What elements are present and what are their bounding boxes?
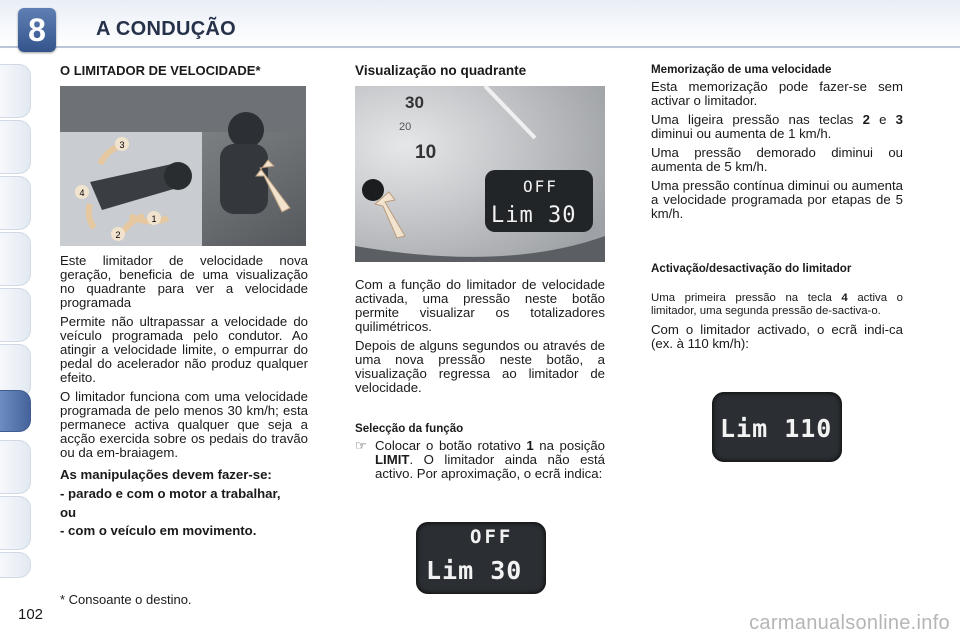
side-tab-3[interactable] <box>0 176 31 230</box>
lcd-display-line1: OFF <box>470 526 514 548</box>
selection-text-a: Colocar o botão rotativo <box>375 438 527 453</box>
header-divider <box>0 46 960 48</box>
key-4-label: 4 <box>841 292 848 304</box>
callout-1: 1 <box>151 214 157 224</box>
left-heading: O LIMITADOR DE VELOCIDADE* <box>60 63 261 78</box>
instrument-cluster-illustration <box>355 86 605 262</box>
lcd-display-line2: Lim 30 <box>426 556 523 585</box>
cluster-lcd-line1: OFF <box>523 177 558 196</box>
activation-text-b: activa o limitador, uma segunda pressão de-sactiva-o. <box>651 292 903 317</box>
left-paragraph-1: Este limitador de velocidade nova geração, beneficia de uma visualização no quadrante para ver a velocidade programada <box>60 253 308 310</box>
page-number: 102 <box>18 606 44 623</box>
callout-3: 3 <box>119 140 125 150</box>
activation-heading: Activação/desactivação do limitador <box>651 262 852 275</box>
lcd-display-lim110-line: Lim 110 <box>720 414 833 443</box>
cluster-lcd-line2: Lim 30 <box>491 203 577 228</box>
lcd-display-lim110 <box>712 392 842 462</box>
middle-paragraph-2: Depois de alguns segundos ou através de uma nova pressão neste botão, a visualização regressa ao limitador de velocidade. <box>355 338 605 395</box>
manipulation-item-2: - com o veículo em movimento. <box>60 523 257 538</box>
chapter-badge: 8 <box>18 8 56 52</box>
left-paragraph-3: O limitador funciona com uma velocidade programada de pelo menos 30 km/h; esta permanece activa qualquer que seja a acção exercida sobre os pedais do travão ou da em-braiagem. <box>60 389 308 460</box>
gauge-label-10: 10 <box>415 142 437 163</box>
side-tab-1[interactable] <box>0 64 31 118</box>
memorization-paragraph-1: Esta memorização pode fazer-se sem activar o limitador. <box>651 79 903 108</box>
manipulation-or: ou <box>60 505 77 520</box>
selection-button-number: 1 <box>526 438 534 453</box>
selection-limit-label: LIMIT <box>375 452 410 467</box>
middle-paragraph-1: Com a função do limitador de velocidade activada, uma pressão neste botão permite visualizar os totalizadores quilimétricos. <box>355 277 605 334</box>
callout-4: 4 <box>79 188 85 198</box>
callout-2: 2 <box>115 230 121 240</box>
manipulation-item-1: - parado e com o motor a trabalhar, <box>60 486 281 501</box>
side-tab-10[interactable] <box>0 552 31 578</box>
side-tab-active[interactable] <box>0 390 31 432</box>
memorization-text-e: e <box>869 112 896 127</box>
selection-text-c: . O limitador ainda não está activo. Por aproximação, o ecrã indica: <box>375 452 605 481</box>
gauge-label-30: 30 <box>405 93 424 112</box>
key-3-label: 3 <box>895 112 903 127</box>
side-tab-4[interactable] <box>0 232 31 286</box>
selection-text-b: na posição <box>533 438 605 453</box>
memorization-paragraph-4: Uma pressão contínua diminui ou aumenta a velocidade programada por etapas de 5 km/h. <box>651 178 903 221</box>
middle-heading: Visualização no quadrante <box>355 63 527 78</box>
selection-heading: Selecção da função <box>355 422 464 435</box>
gauge-label-20: 20 <box>399 121 412 133</box>
lcd-display-off-lim30 <box>416 522 546 594</box>
side-tab-8[interactable] <box>0 440 31 494</box>
watermark: carmanualsonline.info <box>749 612 950 634</box>
memorization-paragraph-3: Uma pressão demorado diminui ou aumenta de 5 km/h. <box>651 145 903 174</box>
left-paragraph-2: Permite não ultrapassar a velocidade do veículo programada pelo condutor. Ao atingir a velocidade limite, o empurrar do pedal do acelerador não produz qualquer efeito. <box>60 314 308 385</box>
side-tab-9[interactable] <box>0 496 31 550</box>
pointing-hand-icon: ☞ <box>355 438 367 453</box>
memorization-heading: Memorização de uma velocidade <box>651 63 832 76</box>
side-tab-5[interactable] <box>0 288 31 342</box>
activation-paragraph-2: Com o limitador activado, o ecrã indi-ca (ex. à 110 km/h): <box>651 322 903 351</box>
memorization-text-a: Uma ligeira pressão nas teclas <box>651 112 863 127</box>
footnote: * Consoante o destino. <box>60 592 192 607</box>
key-2-label: 2 <box>862 112 870 127</box>
stalk-illustration <box>60 86 306 246</box>
side-tab-2[interactable] <box>0 120 31 174</box>
manipulation-heading: As manipulações devem fazer-se: <box>60 467 272 482</box>
memorization-text-b: diminui ou aumenta de 1 km/h. <box>651 126 832 141</box>
activation-text-a: Uma primeira pressão na tecla <box>651 292 842 304</box>
chapter-title: A CONDUÇÃO <box>96 18 237 40</box>
